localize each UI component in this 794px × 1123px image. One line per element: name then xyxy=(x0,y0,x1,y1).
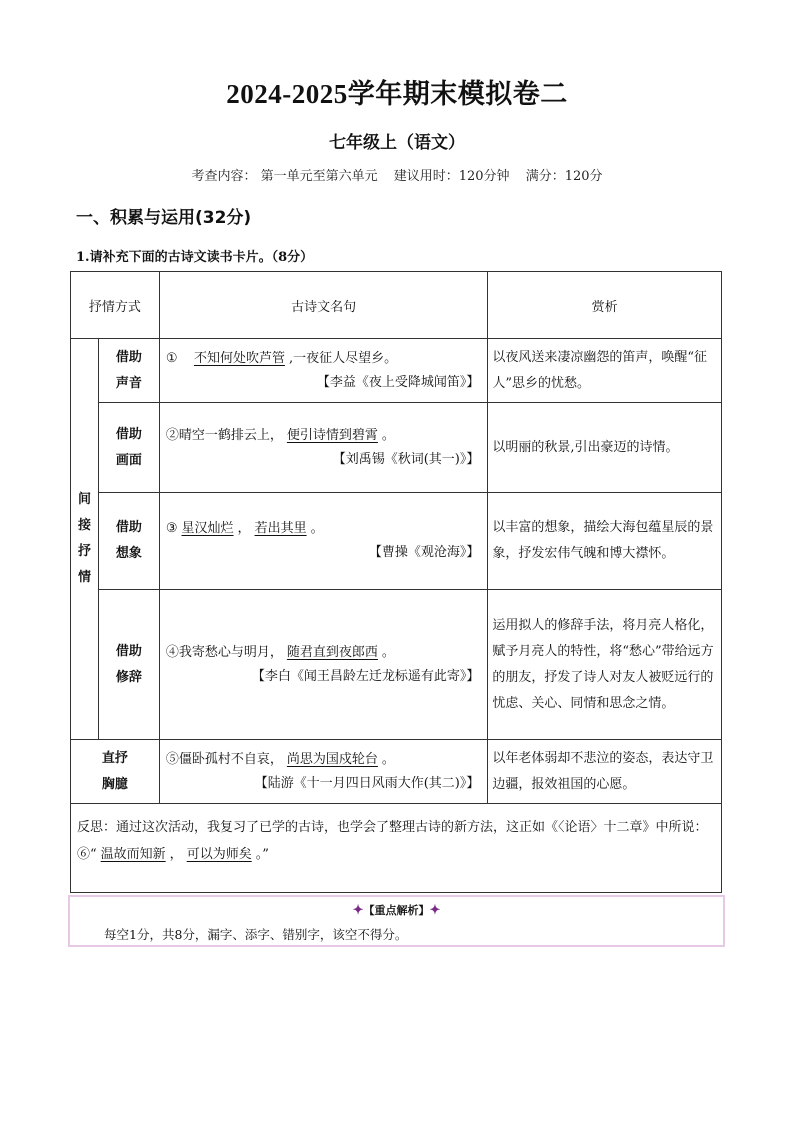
quote-cell: ③ 星汉灿烂 ， 若出其里 。 【曹操《观沧海》】 xyxy=(159,493,487,590)
key-analysis-header: ✦【重点解析】✦ xyxy=(352,903,441,918)
answer-blank: 星汉灿烂 xyxy=(181,521,234,536)
question-prompt: 1.请补充下面的古诗文读书卡片。（8分） xyxy=(76,250,314,265)
analysis-cell: 以年老体弱却不悲泣的姿态，表达守卫边疆，报效祖国的心愿。 xyxy=(488,740,722,804)
section-heading: 一、积累与运用(32分) xyxy=(76,208,252,228)
answer-blank: 可以为师矣 xyxy=(186,847,252,862)
exam-scope: 考查内容： 第一单元至第六单元 xyxy=(191,169,378,184)
quote-cell: ① 不知何处吹芦管 ,一夜征人尽望乡。 【李益《夜上受降城闻笛》】 xyxy=(159,339,487,403)
exam-time: 建议用时：120分钟 xyxy=(393,169,510,184)
quote-source: 【曹操《观沧海》】 xyxy=(368,545,480,560)
quote-source: 【李益《夜上受降城闻笛》】 xyxy=(316,374,480,390)
reading-card-table xyxy=(70,271,722,893)
analysis-cell: 以夜风送来凄凉幽怨的笛声，唤醒“征人”思乡的忧愁。 xyxy=(488,339,722,403)
quote-source: 【刘禹锡《秋词(其一)》】 xyxy=(332,451,480,467)
answer-blank: 随君直到夜郎西 xyxy=(286,644,378,660)
quote-cell: ④我寄愁心与明月， 随君直到夜郎西 。 【李白《闻王昌龄左迁龙标遥有此寄》】 xyxy=(159,590,487,740)
header-method: 抒情方式 xyxy=(71,272,160,339)
table-row xyxy=(71,339,722,403)
key-analysis-box xyxy=(68,895,725,947)
quote-source: 【陆游《十一月四日风雨大作(其二)》】 xyxy=(254,775,480,791)
quote-cell: ②晴空一鹤排云上， 便引诗情到碧霄 。 【刘禹锡《秋词(其一)》】 xyxy=(159,403,487,493)
key-analysis-text: 每空1分，共8分，漏字、添字、错别字，该空不得分。 xyxy=(104,927,408,942)
table-header-row xyxy=(71,272,722,339)
quote-source: 【李白《闻王昌龄左迁龙标遥有此寄》】 xyxy=(251,668,480,684)
table-row xyxy=(71,590,722,740)
broom-icon: ✦ xyxy=(429,903,441,918)
reflection-row xyxy=(71,804,722,893)
reflection-cell: 反思：通过这次活动，我复习了已学的古诗，也学会了整理古诗的新方法，这正如《〈论语〉十二章》中所说：⑥“ 温故而知新 ， 可以为师矣 。” xyxy=(71,804,722,893)
answer-blank: 温故而知新 xyxy=(100,847,166,862)
method-label: 直抒 胸臆 xyxy=(71,740,160,804)
header-analysis: 赏析 xyxy=(488,272,722,339)
answer-blank: 尚思为国戍轮台 xyxy=(286,751,378,767)
exam-score: 满分：120分 xyxy=(525,169,603,184)
exam-meta xyxy=(0,165,794,184)
header-quote: 古诗文名句 xyxy=(159,272,487,339)
indirect-label: 间 接 抒 情 xyxy=(71,339,99,740)
method-label: 借助 想象 xyxy=(98,493,159,590)
exam-title: 2024-2025学年期末模拟卷二 xyxy=(226,79,568,109)
witch-icon: ✦ xyxy=(352,903,364,918)
exam-subtitle: 七年级上（语文） xyxy=(329,133,465,153)
answer-blank: 便引诗情到碧霄 xyxy=(286,427,378,443)
method-label: 借助 声音 xyxy=(98,339,159,403)
analysis-cell: 以丰富的想象，描绘大海包蕴星辰的景象，抒发宏伟气魄和博大襟怀。 xyxy=(488,493,722,590)
answer-blank: 不知何处吹芦管 xyxy=(193,350,285,366)
table-row xyxy=(71,403,722,493)
method-label: 借助 画面 xyxy=(98,403,159,493)
method-label: 借助 修辞 xyxy=(98,590,159,740)
answer-blank: 若出其里 xyxy=(254,521,307,536)
analysis-cell: 以明丽的秋景,引出豪迈的诗情。 xyxy=(488,403,722,493)
analysis-cell: 运用拟人的修辞手法，将月亮人格化，赋予月亮人的特性，将“愁心”带给远方的朋友，抒发了诗人对友人被贬远行的忧虑、关心、同情和思念之情。 xyxy=(488,590,722,740)
table-row xyxy=(71,493,722,590)
table-row xyxy=(71,740,722,804)
quote-cell: ⑤僵卧孤村不自哀， 尚思为国戍轮台 。 【陆游《十一月四日风雨大作(其二)》】 xyxy=(159,740,487,804)
